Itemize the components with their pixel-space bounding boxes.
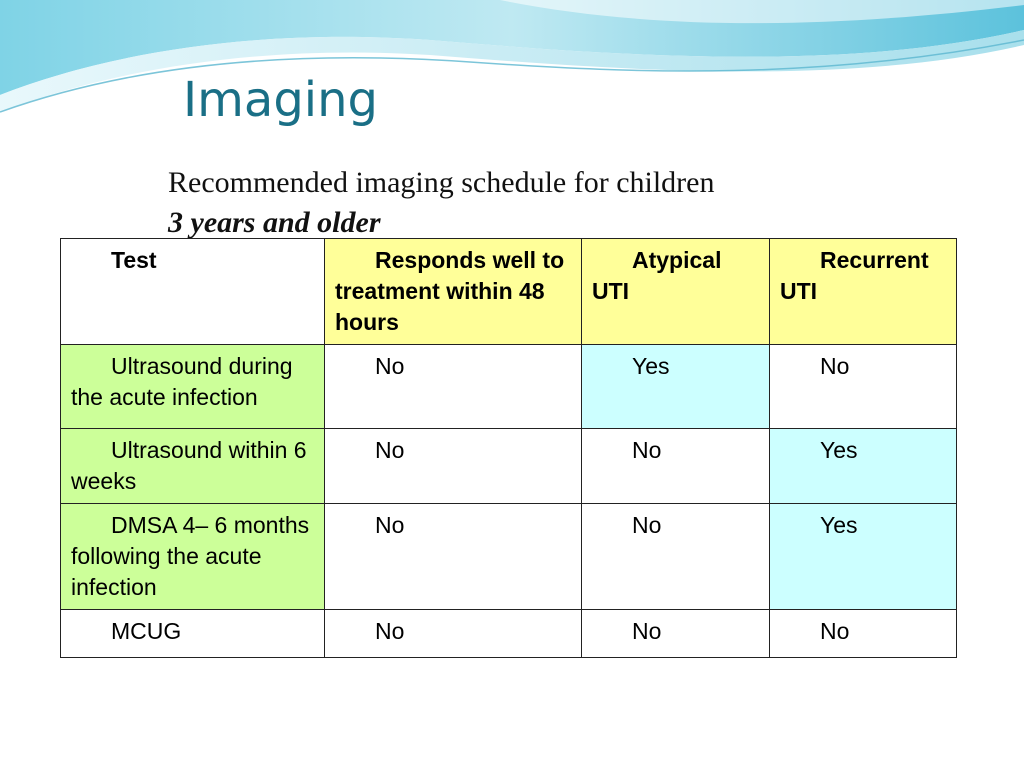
value-cell: Yes <box>770 429 957 504</box>
header-cell-test: Test <box>61 239 325 345</box>
slide-subtitle <box>168 163 715 243</box>
test-cell: MCUG <box>61 610 325 658</box>
table-row <box>61 345 957 429</box>
value-cell: No <box>770 610 957 658</box>
value-cell: No <box>325 610 582 658</box>
test-cell: Ultrasound within 6 weeks <box>61 429 325 504</box>
value-cell: No <box>582 429 770 504</box>
subtitle-line-2: 3 years and older <box>168 206 381 239</box>
subtitle-line-1: Recommended imaging schedule for children <box>168 166 715 199</box>
table-header-row <box>61 239 957 345</box>
table-row <box>61 610 957 658</box>
value-cell: Yes <box>770 504 957 610</box>
table-row <box>61 429 957 504</box>
header-wave-decoration <box>0 0 1024 130</box>
value-cell: No <box>325 429 582 504</box>
value-cell: No <box>325 345 582 429</box>
slide-title: Imaging <box>183 72 379 128</box>
imaging-schedule-table <box>60 238 957 658</box>
test-cell: Ultrasound during the acute infection <box>61 345 325 429</box>
header-cell-recurrent-uti: Recurrent UTI <box>770 239 957 345</box>
table-row <box>61 504 957 610</box>
value-cell: No <box>325 504 582 610</box>
value-cell: No <box>582 504 770 610</box>
test-cell: DMSA 4– 6 months following the acute infection <box>61 504 325 610</box>
value-cell: No <box>582 610 770 658</box>
value-cell: No <box>770 345 957 429</box>
value-cell: Yes <box>582 345 770 429</box>
header-cell-responds-well: Responds well to treatment within 48 hours <box>325 239 582 345</box>
header-cell-atypical-uti: Atypical UTI <box>582 239 770 345</box>
